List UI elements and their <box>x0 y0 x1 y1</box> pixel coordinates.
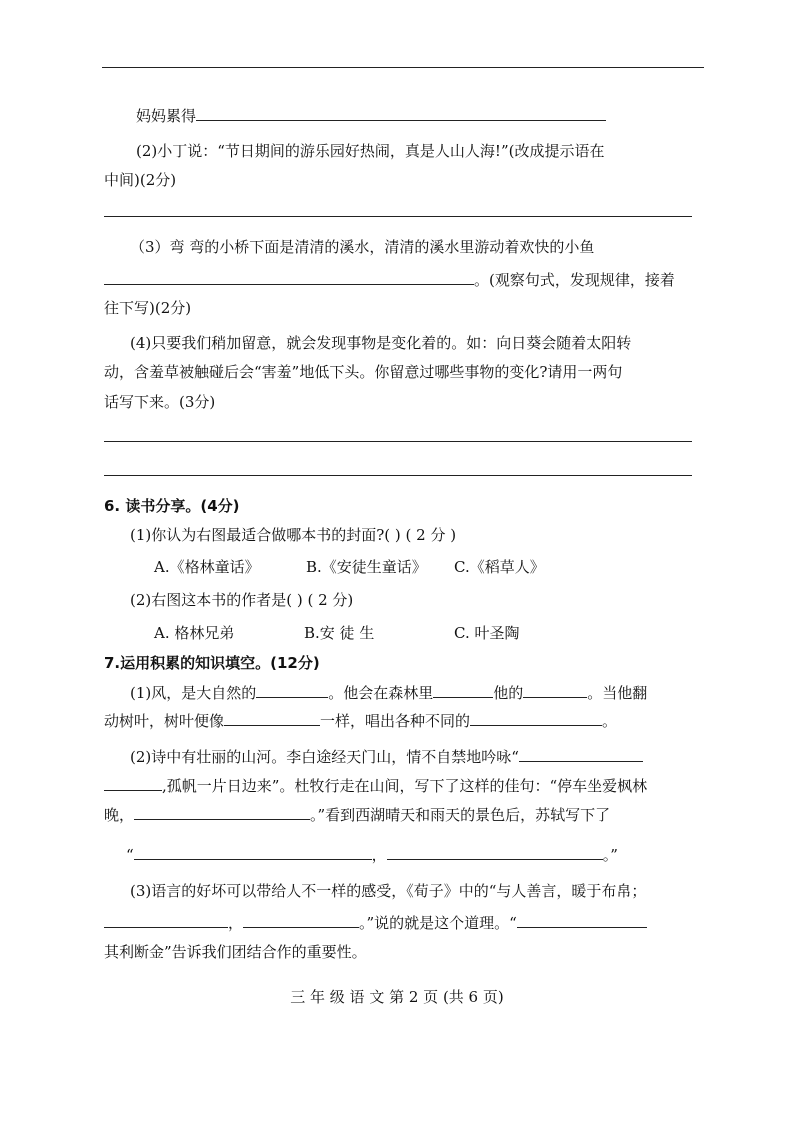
q5-item4-line3: 话写下来。(3分) <box>104 393 216 411</box>
q7-p2-line1 <box>130 747 643 767</box>
q5-item3-blank[interactable] <box>104 270 474 285</box>
q7-title: 7.运用积累的知识填空。(12分) <box>104 654 320 672</box>
q6-sub2-option-c[interactable]: C. 叶圣陶 <box>454 624 520 642</box>
q7-p3-blank-1[interactable] <box>104 913 228 928</box>
q6-sub2-option-b[interactable]: B.安 徒 生 <box>304 624 375 642</box>
q7-p3-line1: (3)语言的好坏可以带给人不一样的感受，《荀子》中的“与人善言，暖于布帛； <box>130 882 647 900</box>
q7-p2-text-g: 。” <box>602 846 618 864</box>
q7-p2-blank-1a[interactable] <box>519 747 643 762</box>
q7-p1-blank-2[interactable] <box>433 683 493 698</box>
q5-item2-cont: 中间)(2分) <box>104 171 177 189</box>
q7-p2-text-d: 。”看到西湖晴天和雨天的景色后，苏轼写下了 <box>310 806 611 824</box>
q7-p2-line2 <box>104 776 647 796</box>
q7-p2-blank-2[interactable] <box>134 805 310 820</box>
q6-sub1-option-b[interactable]: B.《安徒生童话》 <box>306 558 427 576</box>
q7-p1-text-e: 动树叶，树叶便像 <box>104 712 225 730</box>
q7-p1-text-g: 。 <box>602 712 618 730</box>
q7-p2-text-b: ,孤帆一片日边来”。杜牧行走在山间，写下了这样的佳句：“停车坐爱枫林 <box>162 777 648 795</box>
page-footer: 三 年 级 语 文 第 2 页 (共 6 页) <box>290 988 504 1006</box>
q7-p3-text-b: ， <box>228 914 244 932</box>
q6-sub1-option-a[interactable]: A.《格林童话》 <box>154 558 260 576</box>
q5-item4-line1: (4)只要我们稍加留意，就会发现事物是变化着的。如：向日葵会随着太阳转 <box>130 334 632 352</box>
q7-p2-text-e: “ <box>126 846 134 864</box>
q7-p3-line3: 其利断金”告诉我们团结合作的重要性。 <box>104 943 367 961</box>
q7-p2-text-f: ， <box>371 846 387 864</box>
q6-title: 6. 读书分享。(4分) <box>104 497 240 515</box>
q5-item2-answer-line[interactable] <box>104 216 692 217</box>
q6-sub2: (2)右图这本书的作者是( ) ( 2 分) <box>130 591 354 609</box>
q5-item4-answer-line-2[interactable] <box>104 475 692 476</box>
q7-p1-blank-1[interactable] <box>256 683 328 698</box>
q6-sub1: (1)你认为右图最适合做哪本书的封面?( ) ( 2 分 ) <box>130 526 457 544</box>
q5-item3-line <box>104 270 675 290</box>
q5-item1-blank[interactable] <box>196 106 606 121</box>
q7-p1-blank-4[interactable] <box>224 711 320 726</box>
q5-item1-text: 妈妈累得 <box>136 107 197 125</box>
q7-p1-line1 <box>130 683 647 703</box>
q7-p2-blank-3[interactable] <box>134 845 372 860</box>
header-rule <box>102 67 704 68</box>
q7-p1-blank-5[interactable] <box>470 711 602 726</box>
q7-p1-text-c: 他的 <box>493 684 524 702</box>
q7-p2-blank-1b[interactable] <box>104 776 162 791</box>
q7-p2-text-c: 晚， <box>104 806 135 824</box>
q7-p3-text-c: 。”说的就是这个道理。“ <box>359 914 517 932</box>
q5-item3-tail: 。(观察句式，发现规律，接着 <box>474 271 675 289</box>
q7-p1-text-b: 。他会在森林里 <box>328 684 434 702</box>
q5-item2-prompt: (2)小丁说：“节日期间的游乐园好热闹，真是人山人海!”(改成提示语在 <box>136 142 605 160</box>
q7-p2-line4 <box>126 845 618 865</box>
q7-p2-text-a: (2)诗中有壮丽的山河。李白途经天门山，情不自禁地吟咏“ <box>130 748 519 766</box>
q5-item4-line2: 动，含羞草被触碰后会“害羞”地低下头。你留意过哪些事物的变化?请用一两句 <box>104 363 623 381</box>
q7-p1-text-d: 。当他翻 <box>587 684 648 702</box>
q7-p3-blank-2[interactable] <box>243 913 359 928</box>
q7-p3-line2 <box>104 913 647 933</box>
q7-p2-blank-4[interactable] <box>387 845 603 860</box>
q6-sub1-option-c[interactable]: C.《稻草人》 <box>454 558 545 576</box>
q5-item4-answer-line-1[interactable] <box>104 441 692 442</box>
q5-item1-line <box>136 106 606 126</box>
q6-sub2-option-a[interactable]: A. 格林兄弟 <box>154 624 235 642</box>
q7-p1-line2 <box>104 711 617 731</box>
q7-p1-text-a: (1)风，是大自然的 <box>130 684 257 702</box>
q7-p3-blank-3[interactable] <box>517 913 647 928</box>
q7-p2-line3 <box>104 805 610 825</box>
q5-item3-prompt: （3）弯 弯的小桥下面是清清的溪水，清清的溪水里游动着欢快的小鱼 <box>130 238 595 256</box>
q7-p1-text-f: 一样，唱出各种不同的 <box>320 712 471 730</box>
q7-p1-blank-3[interactable] <box>523 683 587 698</box>
q5-item3-cont: 往下写)(2分) <box>104 299 192 317</box>
